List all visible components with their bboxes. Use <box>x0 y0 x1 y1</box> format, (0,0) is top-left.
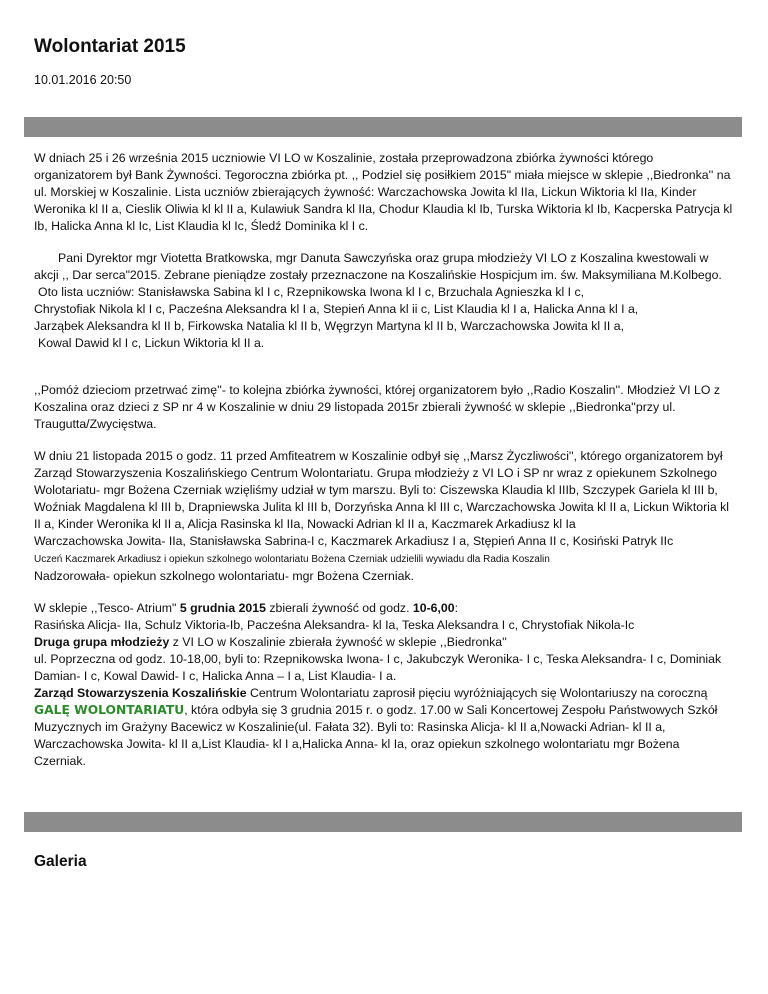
page-title: Wolontariat 2015 <box>34 36 186 57</box>
student-list-line: Jarząbek Aleksandra kl II b, Firkowska Natalia kl II b, Węgrzyn Martyna kl II b, Warczachowska Jowita kl II a, <box>34 319 624 333</box>
second-group-students: ul. Poprzeczna od godz. 10-18,00, byli to: Rzepnikowska Iwona- I c, Jakubczyk Weronika- I c, Teska Aleksandra- I c, Dominiak Damian- I c, Kowal Dawid- I c, Halicka Anna – I a, List Klaudia- I a. <box>34 652 722 683</box>
article-body <box>34 150 734 785</box>
post-date: 10.01.2016 20:50 <box>34 73 132 87</box>
tesco-text: W sklepie ,,Tesco- Atrium" <box>34 601 180 615</box>
tesco-text: zbierali żywność od godz. <box>265 601 413 615</box>
student-list-line: Chrystofiak Nikola kl I c, Pacześna Aleksandra kl I a, Stepień Anna kl ii c, List Klaudia kl I a, Halicka Anna kl I a, <box>34 302 639 316</box>
supervisor-note: Nadzorowała- opiekun szkolnego wolontariatu- mgr Bożena Czerniak. <box>34 569 415 583</box>
paragraph-winter-drive: ,,Pomóż dzieciom przetrwać zimę''- to kolejna zbiórka żywności, której organizatorem było ,,Radio Koszalin''. Młodzież VI LO z Koszalina oraz dzieci z SP nr 4 w Koszalinie w dniu 29 listopada 2015r zbierali żywność w sklepie ,,Biedronka''przy ul. Traugutta/Zwycięstwa. <box>34 383 720 431</box>
gala-name: GALĘ WOLONTARIATU <box>34 703 185 717</box>
march-second-group: Warczachowska Jowita- IIa, Stanisławska Sabrina-I c, Kaczmarek Arkadiusz I a, Stępień Anna II c, Kosiński Patryk IIc <box>34 534 674 548</box>
paragraph-march <box>34 448 734 585</box>
tesco-date: 5 grudnia 2015 <box>179 601 266 615</box>
gallery-heading: Galeria <box>34 853 87 870</box>
dar-serca-text: Pani Dyrektor mgr Viotetta Bratkowska, mgr Danuta Sawczyńska oraz grupa młodzieży VI LO z Koszalina kwestowali w akcji ,, Dar serca"2015. Zebrane pieniądze zostały przeznaczone na Koszalińskie Hospicjum im. św. Maksymiliana M.Kolbego. <box>34 251 722 282</box>
bottom-divider-bar <box>24 812 742 832</box>
second-group-label: Druga grupa młodzieży <box>34 635 170 649</box>
second-group-text: z VI LO w Koszalinie zbierała żywność w sklepie ,,Biedronka'' <box>169 635 507 649</box>
tesco-colon: : <box>454 601 459 615</box>
gala-text: Centrum Wolontariatu zaprosił pięciu wyróżniających się Wolontariuszy na coroczną <box>246 686 708 700</box>
paragraph-tesco <box>34 600 734 770</box>
interview-note: Uczeń Kaczmarek Arkadiusz i opiekun szkolnego wolontariatu Bożena Czerniak udzielili wywiadu dla Radia Koszalin <box>34 554 550 565</box>
paragraph-dar-serca <box>34 250 734 352</box>
student-list-line: Oto lista uczniów: Stanisławska Sabina kl I c, Rzepnikowska Iwona kl I c, Brzuchala Agnieszka kl I c, <box>38 285 585 299</box>
march-text: W dniu 21 listopada 2015 o godz. 11 przed Amfiteatrem w Koszalinie odbył się ,,Marsz Życzliwości'', którego organizatorem był Zarząd Stowarzyszenia Koszalińskiego Centrum Wolontariatu. Grupa młodzieży z VI LO i SP nr wraz z opiekunem Szkolnego Wolotariatu- mgr Bożena Czerniak wzięliśmy udział w tym marszu. Byli to: Ciszewska Klaudia kl IIIb, Szczypek Gariela kl III b, Woźniak Magdalena kl III b, Drapniewska Julita kl III b, Dorzyńska Anna kl III c, Warczachowska Jowita kl II a, Lickun Wiktoria kl II a, Kinder Weronika kl II a, Alicja Rasinska kl IIa, Nowacki Adrian kl II a, Kaczmarek Arkadiusz kl Ia <box>34 449 730 531</box>
paragraph-food-drive: W dniach 25 i 26 września 2015 uczniowie VI LO w Koszalinie, została przeprowadzona zbiórka żywności którego organizatorem był Bank Żywności. Tegoroczna zbiórka pt. ,, Podziel się posiłkiem 2015" miała miejsce w sklepie ,,Biedronka'' na ul. Morskiej w Koszalinie. Lista uczniów zbierających żywność: Warczachowska Jowita kl IIa, Lickun Wiktoria kl IIa, Kinder Weronika kl II a, Cieslik Oliwia kl kl II a, Kulawiuk Sandra kl IIa, Chodur Klaudia kl Ib, Turska Wiktoria kl Ib, Kacperska Patrycja kl Ib, Halicka Anna kl Ic, List Klaudia kl Ic, Śledź Dominika kl I c. <box>34 151 733 233</box>
tesco-students: Rasińska Alicja- IIa, Schulz Viktoria-Ib, Pacześna Aleksandra- kl Ia, Teska Aleksandra I c, Chrystofiak Nikola-Ic <box>34 618 635 632</box>
association-name: Zarząd Stowarzyszenia Koszalińskie <box>34 686 247 700</box>
gala-details: , która odbyła się 3 grudnia 2015 r. o godz. 17.00 w Sali Koncertowej Zespołu Państwowych Szkół Muzycznych im Grażyny Bacewicz w Koszalinie(ul. Fałata 32). Byli to: Rasinska Alicja- kl II a,Nowacki Adrian- kl II a, Warczachowska Jowita- kl II a,List Klaudia- kl I a,Halicka Anna- kl Ia, oraz opiekun szkolnego wolontariatu mgr Bożena Czerniak. <box>34 703 718 768</box>
tesco-hours: 10-6,00 <box>412 601 455 615</box>
student-list-line: Kowal Dawid kl I c, Lickun Wiktoria kl II a. <box>38 336 265 350</box>
spacer <box>34 367 734 382</box>
top-divider-bar <box>24 117 742 137</box>
